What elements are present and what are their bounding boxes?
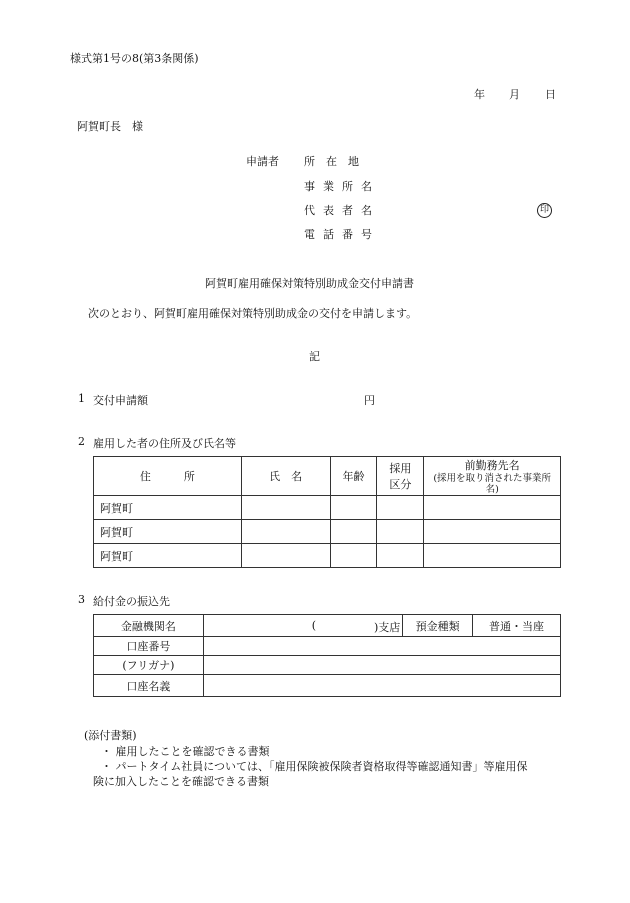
address-label: 所 在 地	[304, 155, 359, 168]
section3-num: 3	[78, 593, 85, 606]
date-day: 日	[545, 88, 556, 101]
section1-unit: 円	[364, 394, 375, 407]
attachment-item-2-cont: 険に加入したことを確認できる書類	[93, 775, 269, 788]
section2-num: 2	[78, 435, 85, 448]
table-row	[94, 544, 561, 568]
form-number: 様式第1号の8(第3条関係)	[70, 52, 199, 65]
attachment-item-2: ・ パートタイム社員については、「雇用保険被保険者資格取得等確認通知書」等雇用保	[101, 760, 528, 773]
row-address[interactable]: 阿賀町	[94, 544, 242, 568]
table-row	[94, 496, 561, 520]
account-no-label: 口座番号	[94, 637, 204, 656]
col-hire-type: 採用 区分	[377, 457, 424, 496]
table-header-row	[94, 457, 561, 496]
col-address: 住 所	[94, 457, 242, 496]
intro-text: 次のとおり、阿賀町雇用確保対策特別助成金の交付を申請します。	[88, 307, 418, 320]
attachments-title: (添付書類)	[84, 729, 137, 742]
furigana-field[interactable]	[203, 656, 560, 675]
col-age: 年齢	[330, 457, 377, 496]
phone-label: 電話番号	[304, 228, 380, 241]
table-row	[94, 520, 561, 544]
row-address[interactable]: 阿賀町	[94, 520, 242, 544]
applicant-title: 申請者	[246, 155, 279, 168]
ki-mark: 記	[309, 350, 320, 363]
addressee: 阿賀町長 様	[77, 120, 143, 133]
account-name-field[interactable]	[203, 675, 560, 697]
date-year: 年	[474, 88, 485, 101]
deposit-label: 預金種類	[403, 615, 473, 637]
col-prev-employer: 前勤務先名 (採用を取り消された事業所 名)	[424, 457, 561, 496]
section3-label: 給付金の振込先	[93, 595, 170, 608]
rep-label: 代表者名	[304, 204, 380, 217]
date-month: 月	[509, 88, 520, 101]
row-address[interactable]: 阿賀町	[94, 496, 242, 520]
business-label: 事業所名	[304, 180, 380, 193]
account-name-label: 口座名義	[94, 675, 204, 697]
furigana-label: (フリガナ)	[94, 656, 204, 675]
account-no-field[interactable]	[203, 637, 560, 656]
section2-label: 雇用した者の住所及び氏名等	[93, 437, 236, 450]
branch-field[interactable]: ( )支店	[203, 615, 402, 637]
doc-title: 阿賀町雇用確保対策特別助成金交付申請書	[205, 277, 414, 290]
seal-mark: 印	[537, 202, 552, 218]
deposit-value[interactable]: 普通・当座	[473, 615, 561, 637]
bank-label: 金融機関名	[94, 615, 204, 637]
col-name: 氏 名	[241, 457, 330, 496]
section1-num: 1	[78, 392, 85, 405]
attachment-item-1: ・ 雇用したことを確認できる書類	[101, 745, 270, 758]
section1-label: 交付申請額	[93, 394, 148, 407]
employee-table	[93, 456, 561, 568]
bank-table	[93, 614, 561, 697]
